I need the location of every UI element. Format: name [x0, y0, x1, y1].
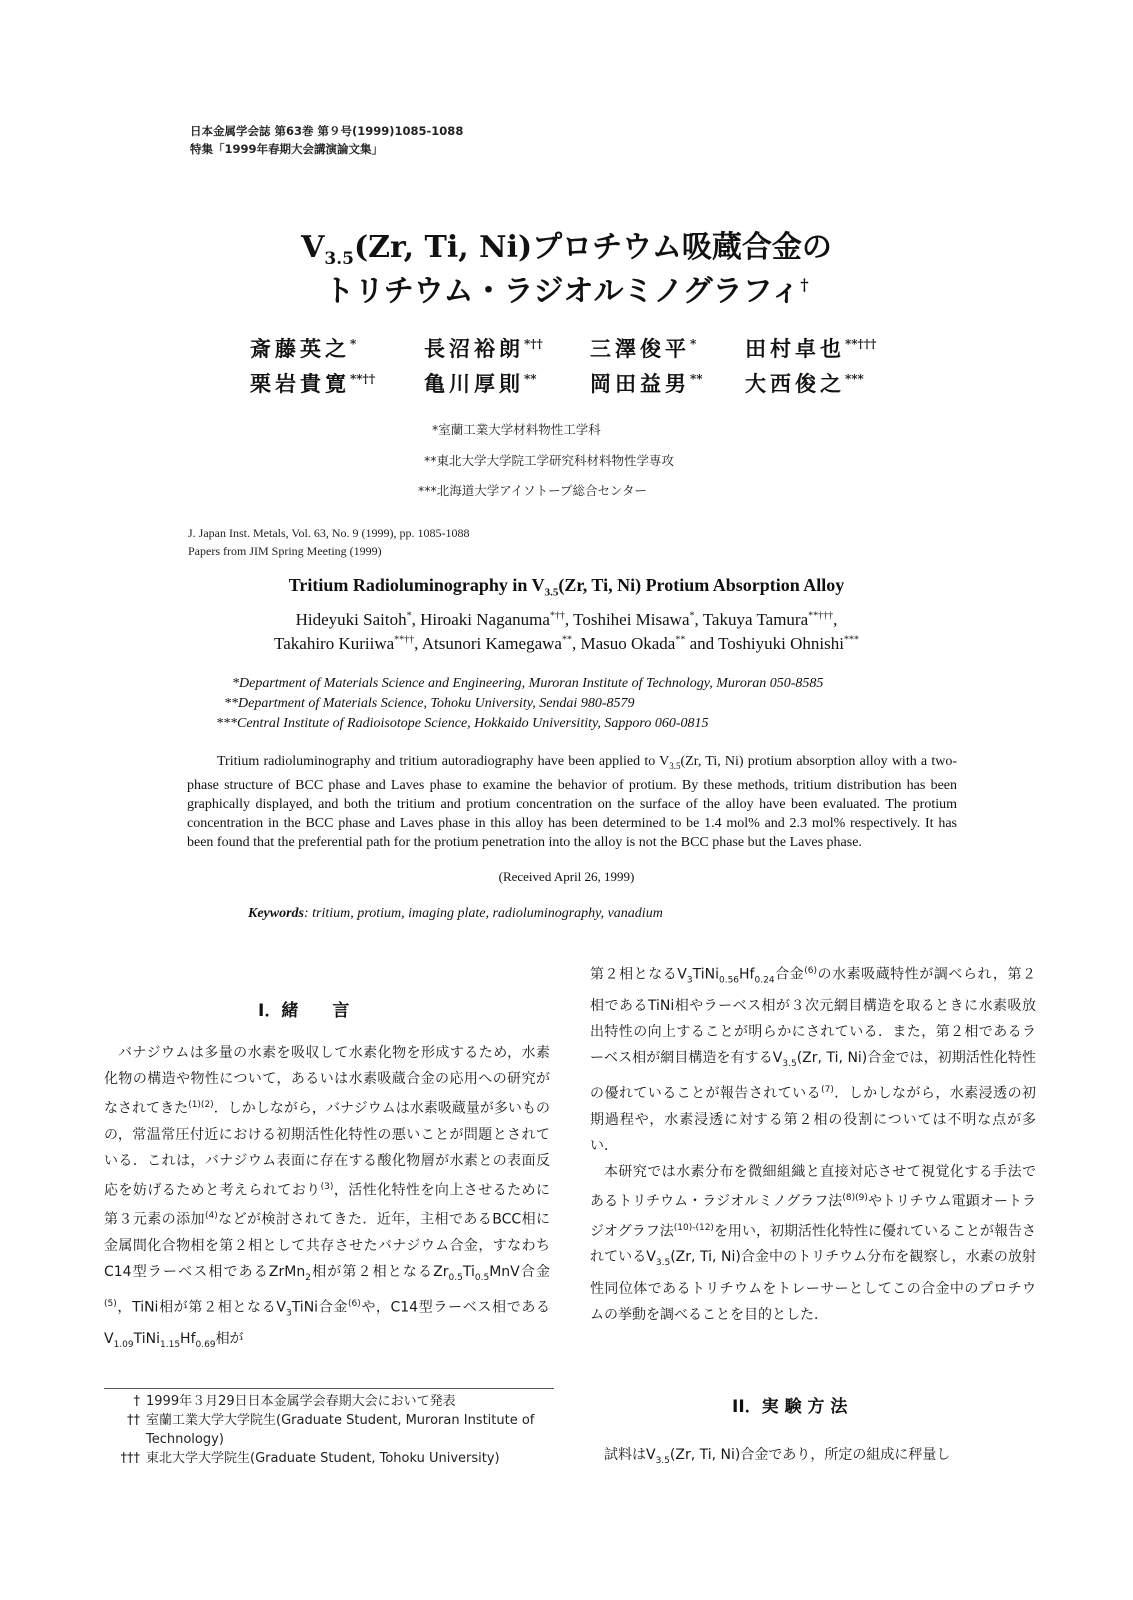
author-ja: 栗岩貴寛**†† [250, 371, 376, 396]
affiliation-en: **Department of Materials Science, Tohoku University, Sendai 980-8579 [224, 696, 635, 711]
authors-en-line1: Hideyuki Saitoh*, Hiroaki Naganuma*††, Toshihei Misawa*, Takuya Tamura**†††, [295, 610, 838, 629]
journal-en-line1: J. Japan Inst. Metals, Vol. 63, No. 9 (1999), pp. 1085-1088 [188, 526, 470, 540]
affiliation-ja: ***北海道大学アイソトープ総合センター [418, 483, 648, 498]
footnote: †† 室蘭工業大学大学院生(Graduate Student, Muroran Institute of Technology) [127, 1413, 535, 1447]
received-date: (Received April 26, 1999) [498, 869, 635, 884]
title-ja-line1: $V_{3.5}(Zr$, Ti, Ni)プロチウム吸蔵合金の [301, 230, 832, 269]
title-ja-line2: トリチウム・ラジオルミノグラフィ† [324, 274, 809, 309]
author-ja: 長沼裕朗*†† [424, 336, 543, 361]
footnote-divider [104, 1388, 554, 1389]
journal-header-line1: 日本金属学会誌 第63巻 第９号(1999)1085-1088 [190, 124, 464, 138]
journal-header [190, 122, 463, 158]
abstract: Tritium radioluminography and tritium autoradiography have been applied to $V_{3.5}(Zr$, Ti, Ni) protium absorption alloy with a two-phase structure of BCC phase and Laves phase to examine the behavior of protium. By these methods, tritium distribution has been graphically displayed, and both the tritium and protium concentration on the surface of the alloy have been evaluated. The protium concentration in the BCC phase and Laves phase in this alloy has been determined to be 1.4 mol% and 2.3 mol% respectively. It has been found that the preferential path for the protium penetration into the alloy is not the BCC phase but the Laves phase. [187, 754, 957, 850]
footnotes [104, 1392, 554, 1468]
journal-en-line2: Papers from JIM Spring Meeting (1999) [188, 544, 382, 558]
author-ja: 田村卓也**††† [745, 336, 877, 361]
authors-en-line2: Takahiro Kuriiwa**††, Atsunori Kamegawa**, Masuo Okada** and Toshiyuki Ohnishi*** [274, 634, 859, 653]
intro-body-continued: 第２相となる$V_3TiNi_{0.56}Hf_{0.24}$合金$^{(6)}$の水素吸蔵特性が調べられ，第２相であるTiNi相やラーベス相が３次元網目構造を取るときに水素吸放出特性の向上することが明らかにされている．また，第２相であるラーベス相が網目構造を有する$V_{3.5}(Zr$, Ti, Ni)合金では，初期活性化特性の優れていることが報告されている$^{(7)}$．しかしながら，水素浸透の初期過程や，水素浸透に対する第２相の役割については不明な点が多い． 本研究では水素分布を微細組織と直接対応させて視覚化する手法であるトリチウム・ラジオルミノグラフ法$^{(8)(9)}$やトリチウム電顕オートラジオグラフ法$^{(10)-(12)}$を用い，初期活性化特性に優れていることが報告されている$V_{3.5}(Zr$, Ti, Ni)合金中のトリチウム分布を観察し，水素の放射性同位体であるトリチウムをトレーサーとしてこの合金中のプロチウムの挙動を調べることを目的とした． [590, 966, 1037, 1324]
keywords: Keywords: tritium, protium, imaging plate, radioluminography, vanadium [248, 906, 663, 921]
methods-body: 試料は$V_{3.5}(Zr$, Ti, Ni)合金であり，所定の組成に秤量し [604, 1447, 951, 1466]
section-heading-methods: II．実 験 方 法 [732, 1397, 848, 1417]
footnote: † 1999年３月29日日本金属学会春期大会において発表 [133, 1394, 456, 1409]
author-ja: 斎藤英之* [250, 336, 357, 361]
affiliation-ja: *室蘭工業大学材料物性工学科 [432, 422, 601, 437]
affiliation-en: *Department of Materials Science and Engineering, Muroran Institute of Technology, Muroran 050-8585 [232, 676, 824, 691]
author-ja: 岡田益男** [590, 371, 703, 396]
journal-header-line2: 特集「1999年春期大会講演論文集」 [190, 142, 384, 156]
author-ja: 三澤俊平* [590, 336, 697, 361]
footnote: ††† 東北大学大学院生(Graduate Student, Tohoku University) [120, 1451, 500, 1466]
author-ja: 大西俊之*** [745, 371, 864, 396]
affiliation-ja: **東北大学大学院工学研究科材料物性学専攻 [424, 453, 675, 468]
intro-body: バナジウムは多量の水素を吸収して水素化物を形成するため，水素化物の構造や物性について，あるいは水素吸蔵合金の応用への研究がなされてきた$^{(1)(2)}$．しかしながら，バナジウムは水素吸蔵量が多いものの，常温常圧付近における初期活性化特性の悪いことが問題とされている．これは，バナジウム表面に存在する酸化物層が水素との表面反応を妨げるためと考えられており$^{(3)}$，活性化特性を向上させるために第３元素の添加$^{(4)}$などが検討されてきた．近年，主相であるBCC相に金属間化合物相を第２相として共存させたバナジウム合金，すなわちC14型ラーベス相であるZrMn$_2$相が第２相となる$Zr_{0.5}Ti_{0.5}MnV$合金$^{(5)}$，TiNi相が第２相となる$V_3TiNi$合金$^{(6)}$や，C14型ラーベス相である$V_{1.09}TiNi_{1.15}Hf_{0.69}$相が [104, 1045, 551, 1351]
author-ja: 亀川厚則** [424, 371, 537, 396]
title-en: Tritium Radioluminography in $V_{3.5}(Zr$, Ti, Ni) Protium Absorption Alloy [288, 575, 845, 599]
section-heading-intro: I．緒 言 [258, 1001, 350, 1021]
affiliation-en: ***Central Institute of Radioisotope Science, Hokkaido Universitity, Sapporo 060-0815 [216, 716, 709, 731]
